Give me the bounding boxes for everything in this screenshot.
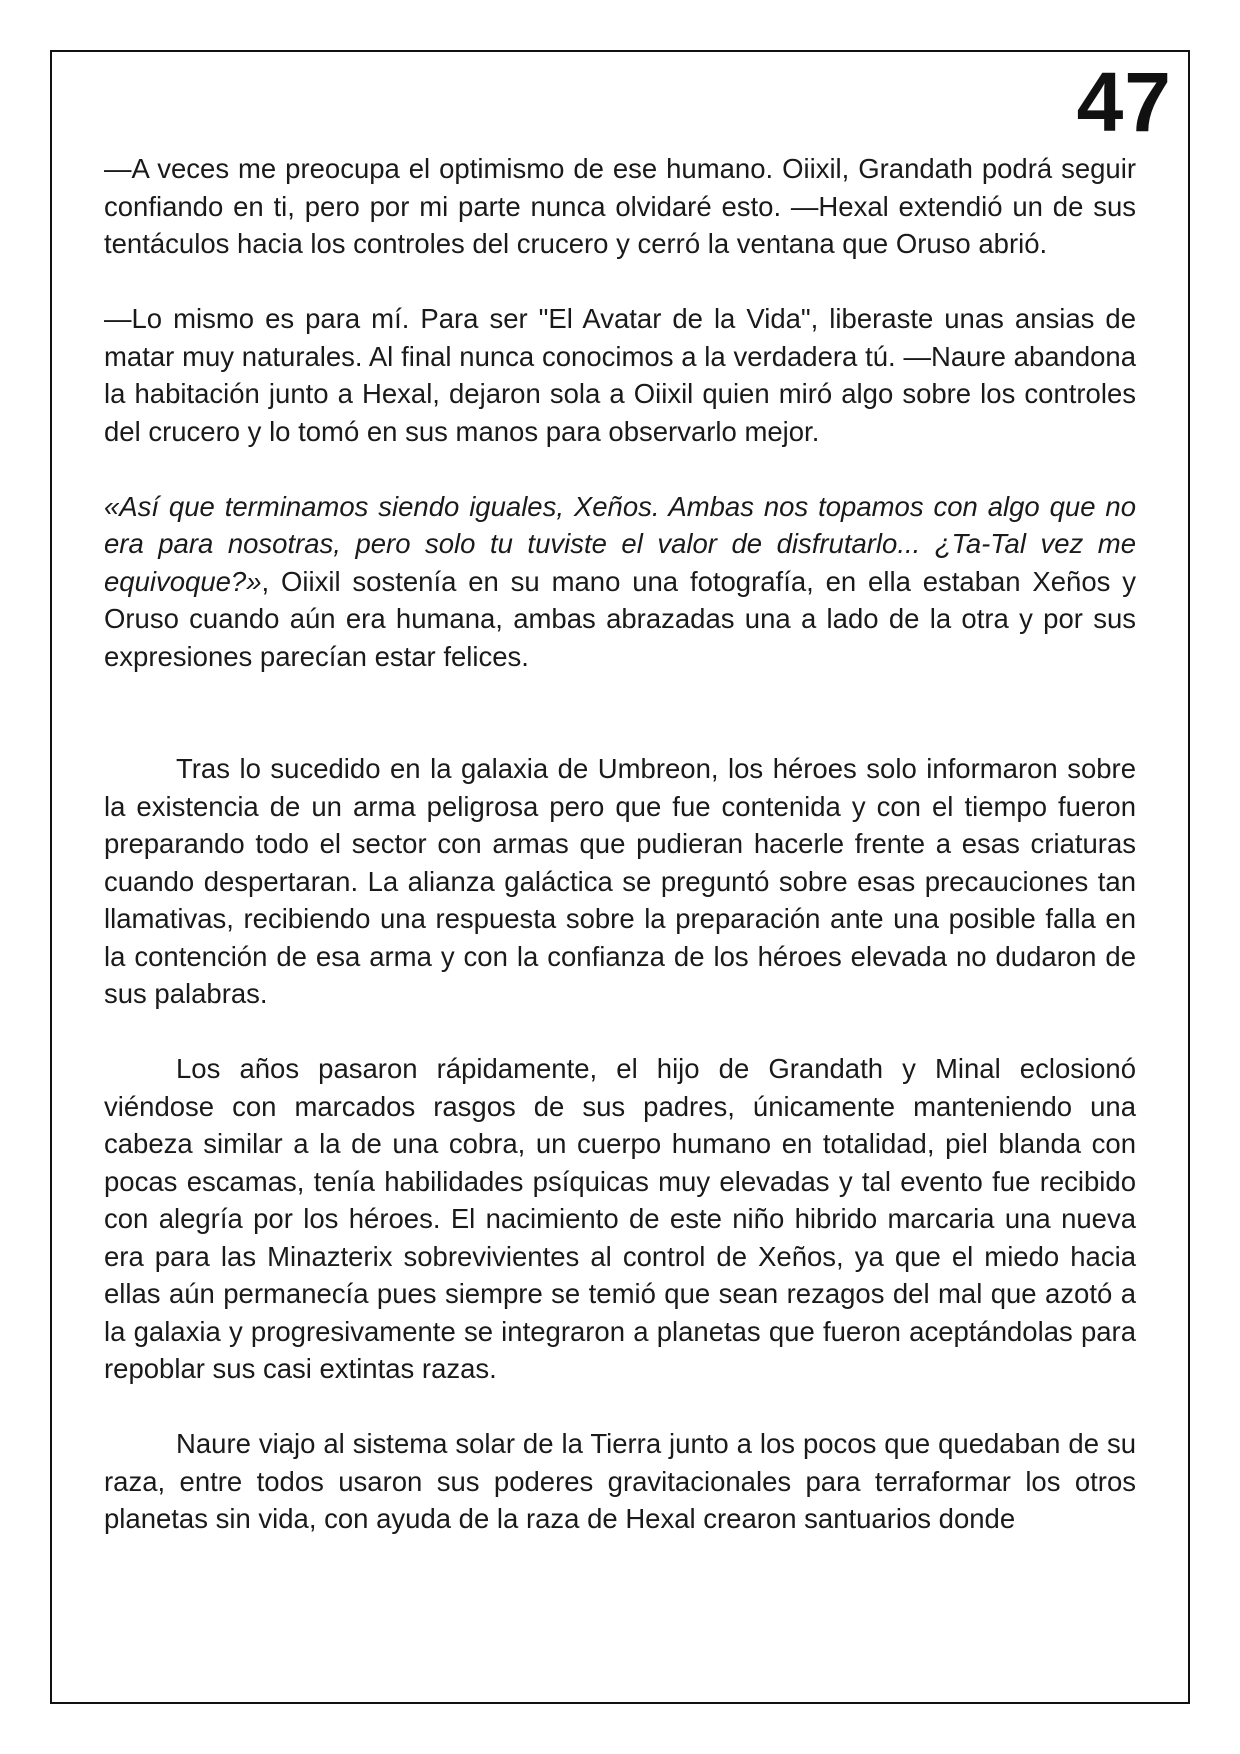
page-number: 47: [1076, 55, 1172, 149]
paragraph-oiixil-thought: [104, 488, 1136, 676]
paragraph-umbreon-aftermath: Tras lo sucedido en la galaxia de Umbreon, los héroes solo informaron sobre la existencia de un arma peligrosa pero que fue contenida y con el tiempo fueron preparando todo el sector con armas que pudieran hacerle frente a esas criaturas cuando despertaran. La alianza galáctica se preguntó sobre esas precauciones tan llamativas, recibiendo una respuesta sobre la preparación ante una posible falla en la contención de esa arma y con la confianza de los héroes elevada no dudaron de sus palabras.: [104, 753, 1136, 1009]
italic-thought-text: «Así que terminamos siendo iguales, Xeños. Ambas nos topamos con algo que no era para nosotras, pero solo tu tuviste el valor de disfrutarlo... ¿Ta-Tal vez me equivoque?»: [104, 490, 1136, 597]
paragraph-naure-journey: Naure viajo al sistema solar de la Tierra junto a los pocos que quedaban de su raza, entre todos usaron sus poderes gravitacionales para terraformar los otros planetas sin vida, con ayuda de la raza de Hexal crearon santuarios donde: [104, 1428, 1136, 1534]
scene-break: [104, 713, 1136, 751]
paragraph-hexal-dialogue: —A veces me preocupa el optimismo de ese humano. Oiixil, Grandath podrá seguir confiando en ti, pero por mi parte nunca olvidaré esto. —Hexal extendió un de sus tentáculos hacia los controles del crucero y cerró la ventana que Oruso abrió.: [104, 153, 1136, 259]
paragraph-naure-dialogue: —Lo mismo es para mí. Para ser "El Avatar de la Vida", liberaste unas ansias de matar muy naturales. Al final nunca conocimos a la verdadera tú. —Naure abandona la habitación junto a Hexal, dejaron sola a Oiixil quien miró algo sobre los controles del crucero y lo tomó en sus manos para observarlo mejor.: [104, 303, 1136, 447]
paragraph-years-passed: Los años pasaron rápidamente, el hijo de Grandath y Minal eclosionó viéndose con marcados rasgos de sus padres, únicamente manteniendo una cabeza similar a la de una cobra, un cuerpo humano en totalidad, piel blanda con pocas escamas, tenía habilidades psíquicas muy elevadas y tal evento fue recibido con alegría por los héroes. El nacimiento de este niño hibrido marcaria una nueva era para las Minazterix sobrevivientes al control de Xeños, ya que el miedo hacia ellas aún permanecía pues siempre se temió que sean rezagos del mal que azotó a la galaxia y progresivamente se integraron a planetas que fueron aceptándolas para repoblar sus casi extintas razas.: [104, 1053, 1136, 1384]
thought-continuation-text: , Oiixil sostenía en su mano una fotografía, en ella estaban Xeños y Oruso cuando aún era humana, ambas abrazadas una a lado de la otra y por sus expresiones parecían estar felices.: [104, 565, 1136, 672]
page-body: [104, 150, 1136, 1575]
